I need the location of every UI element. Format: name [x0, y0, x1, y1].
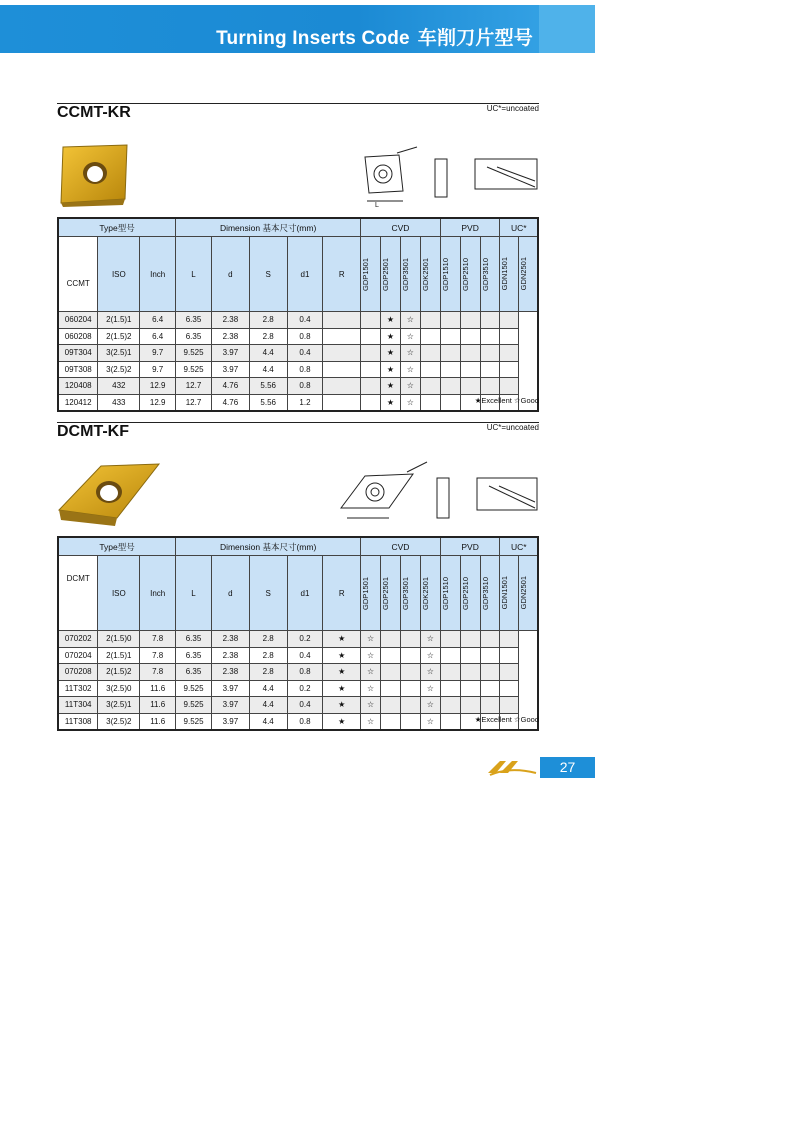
table-row — [58, 312, 538, 329]
col-d: d — [211, 556, 249, 631]
cell-l: 11.6 — [140, 713, 176, 730]
type-code-cell: DCMT — [58, 556, 98, 631]
grade-rating-cell — [460, 345, 480, 362]
grade-rating-cell — [500, 647, 519, 664]
pvd-header: PVD — [440, 218, 500, 237]
col-L: L — [176, 556, 212, 631]
header-accent — [539, 5, 595, 53]
cell-s: 3.97 — [211, 697, 249, 714]
uc-header: UC* — [500, 537, 538, 556]
grade-label: GDK2501 — [420, 257, 430, 291]
uc-header: UC* — [500, 218, 538, 237]
cell-r: 0.4 — [287, 312, 323, 329]
grade-rating-cell — [460, 647, 480, 664]
cell-s: 3.97 — [211, 713, 249, 730]
grade-rating-cell — [420, 361, 440, 378]
grade-rating-cell — [440, 664, 460, 681]
cell-l: 6.4 — [140, 312, 176, 329]
grade-rating-cell — [460, 664, 480, 681]
grade-rating-cell — [500, 680, 519, 697]
grade-rating-cell — [500, 345, 519, 362]
col-inch: Inch — [140, 556, 176, 631]
cell-l: 11.6 — [140, 680, 176, 697]
cell-d1: 5.56 — [249, 378, 287, 395]
grade-label: GDP1510 — [440, 576, 450, 610]
cell-d1: 2.8 — [249, 664, 287, 681]
grade-label: GDN2501 — [519, 257, 529, 291]
cell-inch: 2(1.5)1 — [98, 647, 140, 664]
cell-l: 9.7 — [140, 345, 176, 362]
page-title-cn: 车削刀片型号 — [417, 28, 533, 49]
grade-rating-cell — [460, 378, 480, 395]
cell-s: 2.38 — [211, 328, 249, 345]
cell-d: 9.525 — [176, 361, 212, 378]
cell-r: 0.4 — [287, 345, 323, 362]
grade-rating-cell — [323, 328, 361, 345]
grade-rating-cell: ☆ — [361, 664, 381, 681]
cell-d1: 4.4 — [249, 697, 287, 714]
cell-r: 0.8 — [287, 664, 323, 681]
grade-rating-cell — [361, 312, 381, 329]
grade-rating-cell — [420, 328, 440, 345]
legend: ★Excellent ☆Good — [474, 715, 539, 724]
grade-rating-cell: ★ — [323, 647, 361, 664]
grade-rating-cell: ★ — [323, 680, 361, 697]
col-grade — [400, 556, 420, 631]
col-grade — [500, 237, 519, 312]
grade-rating-cell — [361, 328, 381, 345]
cell-r: 0.8 — [287, 713, 323, 730]
table-row — [58, 680, 538, 697]
col-iso: ISO — [98, 237, 140, 312]
grade-label: GDP3510 — [480, 257, 490, 291]
cell-l: 11.6 — [140, 697, 176, 714]
col-grade — [480, 556, 500, 631]
section-title: CCMT-KR — [57, 104, 131, 121]
type-header: Type型号 — [58, 218, 176, 237]
grade-label: GDP2501 — [381, 257, 391, 291]
grade-rating-cell: ☆ — [420, 713, 440, 730]
cell-d: 6.35 — [176, 328, 212, 345]
grade-rating-cell — [381, 680, 401, 697]
section-header — [57, 422, 539, 441]
cell-iso: 070202 — [58, 631, 98, 648]
ccmt-technical-drawings — [347, 143, 539, 209]
grade-rating-cell — [381, 713, 401, 730]
col-inch: Inch — [140, 237, 176, 312]
table-row — [58, 631, 538, 648]
cell-iso: 060208 — [58, 328, 98, 345]
grade-rating-cell — [480, 312, 500, 329]
cell-s: 2.38 — [211, 631, 249, 648]
grade-rating-cell: ☆ — [420, 680, 440, 697]
cell-iso: 11T308 — [58, 713, 98, 730]
cell-l: 12.9 — [140, 394, 176, 411]
grade-rating-cell — [480, 345, 500, 362]
cvd-header: CVD — [361, 218, 441, 237]
col-grade — [460, 237, 480, 312]
cell-iso: 120408 — [58, 378, 98, 395]
cell-d: 9.525 — [176, 680, 212, 697]
cell-d1: 4.4 — [249, 680, 287, 697]
col-grade — [440, 237, 460, 312]
grade-label: GDP2501 — [381, 576, 391, 610]
grade-label: GDN2501 — [519, 576, 529, 610]
cell-d1: 2.8 — [249, 647, 287, 664]
cell-iso: 09T308 — [58, 361, 98, 378]
cell-inch: 432 — [98, 378, 140, 395]
ccmt-insert-image — [57, 143, 133, 207]
grade-rating-cell — [400, 697, 420, 714]
grade-rating-cell — [480, 361, 500, 378]
grade-rating-cell: ☆ — [361, 697, 381, 714]
grade-rating-cell — [460, 312, 480, 329]
cell-iso: 09T304 — [58, 345, 98, 362]
type-code-cell: CCMT — [58, 237, 98, 312]
grade-rating-cell — [500, 312, 519, 329]
grade-label: GDP1501 — [361, 576, 371, 610]
grade-rating-cell — [381, 697, 401, 714]
grade-rating-cell — [480, 664, 500, 681]
table-row — [58, 361, 538, 378]
cell-l: 9.7 — [140, 361, 176, 378]
cell-l: 6.4 — [140, 328, 176, 345]
table-row — [58, 647, 538, 664]
cell-inch: 2(1.5)1 — [98, 312, 140, 329]
grade-rating-cell — [381, 647, 401, 664]
grade-rating-cell — [361, 378, 381, 395]
grade-rating-cell — [480, 680, 500, 697]
grade-rating-cell — [440, 713, 460, 730]
ccmt-table-body — [58, 312, 538, 412]
cell-inch: 3(2.5)1 — [98, 697, 140, 714]
cell-inch: 433 — [98, 394, 140, 411]
cell-iso: 11T304 — [58, 697, 98, 714]
cell-r: 0.8 — [287, 328, 323, 345]
grade-rating-cell — [400, 647, 420, 664]
cell-iso: 060204 — [58, 312, 98, 329]
col-S: S — [249, 237, 287, 312]
cell-d1: 4.4 — [249, 361, 287, 378]
grade-rating-cell — [400, 664, 420, 681]
table-row — [58, 378, 538, 395]
cell-d1: 5.56 — [249, 394, 287, 411]
grade-rating-cell — [400, 631, 420, 648]
cell-s: 2.38 — [211, 664, 249, 681]
dimension-header: Dimension 基本尺寸(mm) — [176, 537, 361, 556]
col-R: R — [323, 237, 361, 312]
cell-inch: 2(1.5)2 — [98, 664, 140, 681]
grade-label: GDP2510 — [460, 257, 470, 291]
table-row — [58, 394, 538, 411]
grade-rating-cell — [480, 631, 500, 648]
grade-rating-cell: ★ — [381, 378, 401, 395]
column-header-row — [58, 556, 538, 631]
grade-rating-cell: ☆ — [400, 328, 420, 345]
grade-rating-cell — [480, 378, 500, 395]
dimension-header: Dimension 基本尺寸(mm) — [176, 218, 361, 237]
grade-rating-cell: ★ — [381, 345, 401, 362]
cell-r: 0.4 — [287, 647, 323, 664]
grade-rating-cell — [440, 378, 460, 395]
grade-rating-cell — [440, 312, 460, 329]
grade-rating-cell — [440, 631, 460, 648]
grade-label: GDP3501 — [400, 576, 410, 610]
column-header-row — [58, 237, 538, 312]
ccmt-spec-table — [57, 217, 539, 412]
table-row — [58, 713, 538, 730]
cell-s: 2.38 — [211, 312, 249, 329]
cell-d: 6.35 — [176, 631, 212, 648]
page-number: 27 — [540, 757, 595, 778]
cell-s: 3.97 — [211, 680, 249, 697]
cell-r: 0.2 — [287, 631, 323, 648]
cell-r: 0.8 — [287, 378, 323, 395]
cell-inch: 3(2.5)0 — [98, 680, 140, 697]
grade-rating-cell — [361, 361, 381, 378]
cell-inch: 3(2.5)1 — [98, 345, 140, 362]
col-R: R — [323, 556, 361, 631]
cell-d1: 4.4 — [249, 345, 287, 362]
grade-rating-cell — [500, 631, 519, 648]
col-grade — [500, 556, 519, 631]
section-header — [57, 103, 539, 122]
grade-rating-cell — [460, 680, 480, 697]
grade-rating-cell: ★ — [381, 361, 401, 378]
grade-rating-cell: ☆ — [361, 647, 381, 664]
col-iso: ISO — [98, 556, 140, 631]
grade-label: GDP1501 — [361, 257, 371, 291]
grade-label: GDP2510 — [460, 576, 470, 610]
grade-rating-cell — [440, 647, 460, 664]
cell-inch: 3(2.5)2 — [98, 361, 140, 378]
grade-rating-cell — [323, 345, 361, 362]
cell-inch: 2(1.5)0 — [98, 631, 140, 648]
page-title — [216, 23, 533, 50]
page-header-bar — [0, 5, 595, 53]
grade-rating-cell — [323, 361, 361, 378]
dcmt-table-body — [58, 631, 538, 731]
cell-l: 7.8 — [140, 647, 176, 664]
grade-rating-cell: ☆ — [420, 631, 440, 648]
col-grade — [480, 237, 500, 312]
cell-inch: 2(1.5)2 — [98, 328, 140, 345]
col-d1: d1 — [287, 556, 323, 631]
grade-rating-cell — [400, 713, 420, 730]
grade-label: GDN1501 — [500, 576, 510, 610]
col-grade — [381, 556, 401, 631]
cell-d1: 4.4 — [249, 713, 287, 730]
col-grade — [381, 237, 401, 312]
grade-rating-cell: ★ — [381, 394, 401, 411]
grade-rating-cell — [323, 312, 361, 329]
cell-iso: 070204 — [58, 647, 98, 664]
grade-rating-cell: ★ — [323, 664, 361, 681]
dcmt-spec-table — [57, 536, 539, 731]
grade-rating-cell — [480, 697, 500, 714]
legend: ★Excellent ☆Good — [474, 396, 539, 405]
grade-rating-cell — [440, 345, 460, 362]
grade-label: GDP3501 — [400, 257, 410, 291]
grade-rating-cell: ★ — [323, 713, 361, 730]
grade-rating-cell: ☆ — [400, 394, 420, 411]
col-grade — [361, 237, 381, 312]
grade-rating-cell — [420, 345, 440, 362]
grade-rating-cell — [500, 664, 519, 681]
cell-l: 7.8 — [140, 664, 176, 681]
grade-rating-cell: ☆ — [400, 312, 420, 329]
cell-d: 9.525 — [176, 697, 212, 714]
grade-rating-cell — [500, 378, 519, 395]
page-title-en: Turning Inserts Code — [216, 28, 410, 49]
grade-rating-cell: ☆ — [400, 345, 420, 362]
grade-rating-cell — [440, 361, 460, 378]
grade-rating-cell: ☆ — [400, 361, 420, 378]
grade-label: GDK2501 — [420, 576, 430, 610]
grade-rating-cell: ☆ — [361, 713, 381, 730]
table-row — [58, 345, 538, 362]
col-grade — [519, 237, 538, 312]
svg-text:L: L — [375, 202, 379, 209]
col-L: L — [176, 237, 212, 312]
cell-l: 7.8 — [140, 631, 176, 648]
grade-rating-cell: ☆ — [361, 631, 381, 648]
grade-rating-cell: ★ — [323, 697, 361, 714]
grade-rating-cell — [420, 312, 440, 329]
grade-rating-cell — [381, 631, 401, 648]
cell-r: 1.2 — [287, 394, 323, 411]
grade-rating-cell — [460, 361, 480, 378]
col-grade — [440, 556, 460, 631]
section-note: UC*=uncoated — [486, 423, 539, 432]
section-title: DCMT-KF — [57, 423, 129, 440]
col-grade — [519, 556, 538, 631]
grade-rating-cell: ☆ — [400, 378, 420, 395]
grade-rating-cell: ☆ — [420, 664, 440, 681]
cell-d: 6.35 — [176, 647, 212, 664]
cell-r: 0.2 — [287, 680, 323, 697]
cell-d1: 2.8 — [249, 328, 287, 345]
grade-rating-cell — [460, 328, 480, 345]
section-note: UC*=uncoated — [486, 104, 539, 113]
grade-rating-cell — [480, 328, 500, 345]
cell-l: 12.9 — [140, 378, 176, 395]
grade-label: GDP1510 — [440, 257, 450, 291]
grade-rating-cell — [323, 394, 361, 411]
cell-d: 6.35 — [176, 664, 212, 681]
cell-s: 4.76 — [211, 394, 249, 411]
table-row — [58, 697, 538, 714]
table-row — [58, 328, 538, 345]
dcmt-technical-drawings — [327, 458, 539, 528]
grade-rating-cell — [323, 378, 361, 395]
grade-rating-cell: ☆ — [420, 647, 440, 664]
cell-d1: 2.8 — [249, 631, 287, 648]
grade-rating-cell — [480, 647, 500, 664]
cell-s: 3.97 — [211, 345, 249, 362]
cell-r: 0.8 — [287, 361, 323, 378]
grade-rating-cell — [420, 378, 440, 395]
grade-label: GDP3510 — [480, 576, 490, 610]
grade-rating-cell: ☆ — [361, 680, 381, 697]
cell-s: 4.76 — [211, 378, 249, 395]
cell-d: 9.525 — [176, 713, 212, 730]
cell-d: 12.7 — [176, 378, 212, 395]
cell-iso: 11T302 — [58, 680, 98, 697]
pvd-header: PVD — [440, 537, 500, 556]
col-grade — [420, 556, 440, 631]
grade-label: GDN1501 — [500, 257, 510, 291]
col-grade — [400, 237, 420, 312]
grade-rating-cell — [460, 631, 480, 648]
col-grade — [420, 237, 440, 312]
cell-d: 12.7 — [176, 394, 212, 411]
cell-iso: 120412 — [58, 394, 98, 411]
grade-rating-cell: ☆ — [420, 697, 440, 714]
grade-rating-cell — [381, 664, 401, 681]
col-d: d — [211, 237, 249, 312]
type-header: Type型号 — [58, 537, 176, 556]
grade-rating-cell: ★ — [381, 312, 401, 329]
grade-rating-cell — [440, 680, 460, 697]
grade-rating-cell — [440, 697, 460, 714]
cvd-header: CVD — [361, 537, 441, 556]
grade-rating-cell: ★ — [381, 328, 401, 345]
table-row — [58, 664, 538, 681]
grade-rating-cell — [440, 394, 460, 411]
grade-rating-cell — [420, 394, 440, 411]
col-d1: d1 — [287, 237, 323, 312]
col-grade — [361, 556, 381, 631]
cell-d: 6.35 — [176, 312, 212, 329]
grade-rating-cell — [361, 345, 381, 362]
grade-rating-cell — [500, 328, 519, 345]
col-grade — [460, 556, 480, 631]
grade-rating-cell — [361, 394, 381, 411]
cell-r: 0.4 — [287, 697, 323, 714]
cell-s: 3.97 — [211, 361, 249, 378]
cell-inch: 3(2.5)2 — [98, 713, 140, 730]
cell-iso: 070208 — [58, 664, 98, 681]
grade-rating-cell — [500, 361, 519, 378]
grade-rating-cell — [500, 697, 519, 714]
cell-s: 2.38 — [211, 647, 249, 664]
brand-logo — [486, 757, 538, 778]
grade-rating-cell: ★ — [323, 631, 361, 648]
cell-d: 9.525 — [176, 345, 212, 362]
col-S: S — [249, 556, 287, 631]
dcmt-insert-image — [57, 462, 161, 528]
grade-rating-cell — [460, 697, 480, 714]
grade-rating-cell — [440, 328, 460, 345]
grade-rating-cell — [400, 680, 420, 697]
cell-d1: 2.8 — [249, 312, 287, 329]
